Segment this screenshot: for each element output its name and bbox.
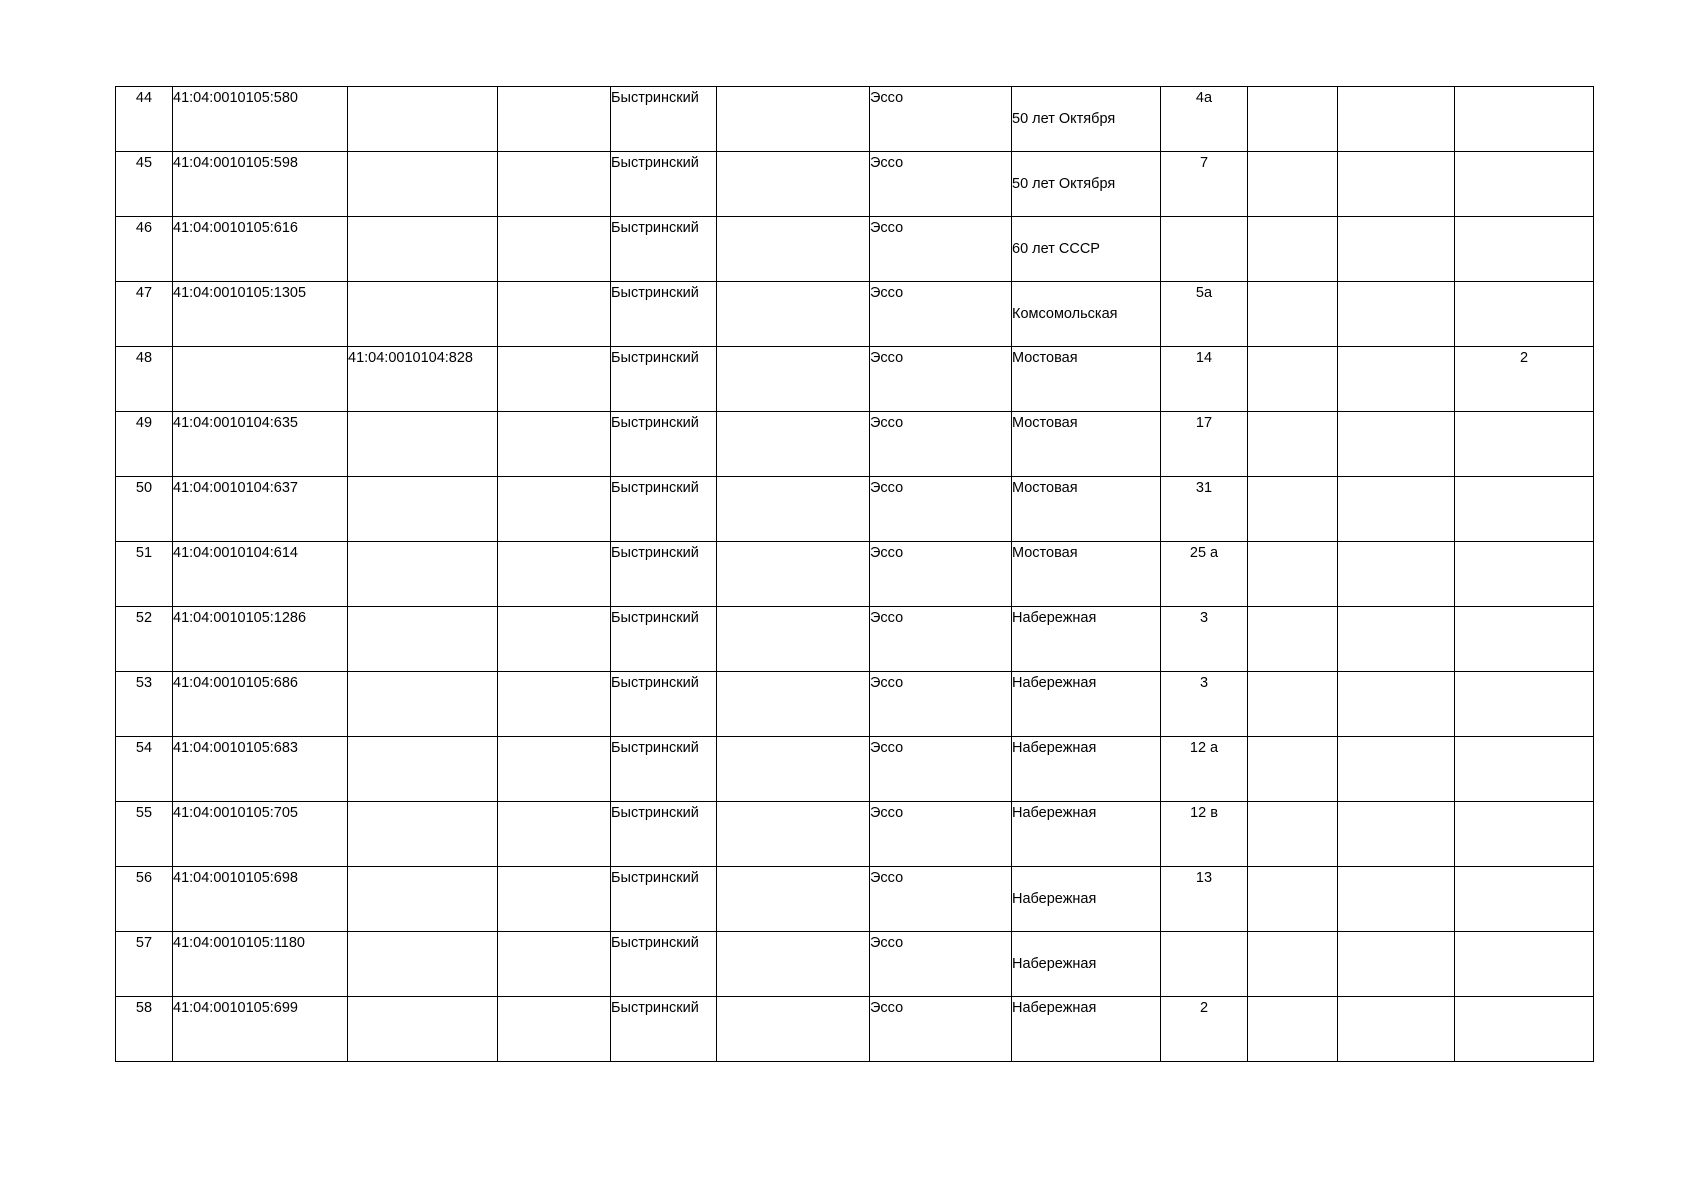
district-text: Быстринский — [611, 480, 699, 496]
cadastral-number-alt-cell — [348, 672, 498, 737]
empty-cell — [717, 737, 870, 802]
cadastral-number-cell — [173, 477, 348, 542]
empty-cell — [498, 607, 611, 672]
street-cell — [1012, 672, 1161, 737]
empty-cell — [498, 152, 611, 217]
street-cell — [1012, 412, 1161, 477]
table-row — [116, 867, 1594, 932]
house-number-text: 4а — [1195, 90, 1213, 106]
street-cell — [1012, 152, 1161, 217]
district-cell — [611, 477, 717, 542]
row-number-text: 47 — [135, 285, 153, 301]
table-row — [116, 282, 1594, 347]
street-text: Комсомольская — [1012, 306, 1118, 322]
empty-cell — [1248, 672, 1338, 737]
empty-cell — [717, 282, 870, 347]
district-text: Быстринский — [611, 805, 699, 821]
table-row — [116, 217, 1594, 282]
empty-cell — [717, 932, 870, 997]
row-number-text: 53 — [135, 675, 153, 691]
house-number-text: 3 — [1199, 675, 1209, 691]
district-cell — [611, 802, 717, 867]
empty-cell — [1248, 932, 1338, 997]
settlement-text: Эссо — [870, 350, 904, 366]
row-number-cell — [116, 672, 173, 737]
cadastral-number-text: 41:04:0010105:686 — [173, 675, 298, 691]
settlement-cell — [870, 867, 1012, 932]
cadastral-number-text: 41:04:0010105:1286 — [173, 610, 307, 626]
row-number-text: 46 — [135, 220, 153, 236]
cadastral-number-alt-cell — [348, 87, 498, 152]
empty-cell — [717, 802, 870, 867]
row-number-text: 52 — [135, 610, 153, 626]
cadastral-number-alt-cell — [348, 152, 498, 217]
cadastral-number-cell — [173, 997, 348, 1062]
district-text: Быстринский — [611, 90, 699, 106]
row-number-cell — [116, 412, 173, 477]
settlement-text: Эссо — [870, 610, 904, 626]
cadastral-number-text: 41:04:0010105:683 — [173, 740, 298, 756]
empty-cell — [498, 477, 611, 542]
settlement-cell — [870, 737, 1012, 802]
settlement-cell — [870, 347, 1012, 412]
settlement-text: Эссо — [870, 675, 904, 691]
row-number-cell — [116, 152, 173, 217]
district-cell — [611, 412, 717, 477]
empty-cell — [717, 607, 870, 672]
empty-cell — [717, 542, 870, 607]
row-number-text: 45 — [135, 155, 153, 171]
street-text: Набережная — [1012, 805, 1097, 821]
empty-cell — [1248, 477, 1338, 542]
row-number-text: 48 — [135, 350, 153, 366]
street-cell — [1012, 802, 1161, 867]
cadastral-number-text: 41:04:0010105:580 — [173, 90, 298, 106]
district-text: Быстринский — [611, 350, 699, 366]
district-text: Быстринский — [611, 740, 699, 756]
street-text: Набережная — [1012, 891, 1097, 907]
empty-cell — [717, 87, 870, 152]
settlement-cell — [870, 672, 1012, 737]
cadastral-number-alt-cell — [348, 477, 498, 542]
street-text: Мостовая — [1012, 415, 1078, 431]
cadastral-number-alt-cell — [348, 802, 498, 867]
cadastral-number-cell — [173, 217, 348, 282]
district-text: Быстринский — [611, 285, 699, 301]
street-cell — [1012, 282, 1161, 347]
house-number-text: 5а — [1195, 285, 1213, 301]
settlement-cell — [870, 152, 1012, 217]
empty-cell — [1248, 217, 1338, 282]
cadastral-number-alt-text: 41:04:0010104:828 — [348, 350, 473, 366]
house-number-text: 12 в — [1190, 805, 1218, 821]
street-cell — [1012, 932, 1161, 997]
table-row — [116, 737, 1594, 802]
settlement-text: Эссо — [870, 480, 904, 496]
house-number-cell — [1161, 542, 1248, 607]
cadastral-number-cell — [173, 282, 348, 347]
table-row — [116, 347, 1594, 412]
cadastral-number-text: 41:04:0010105:598 — [173, 155, 298, 171]
cadastral-number-alt-cell — [348, 347, 498, 412]
street-text: Набережная — [1012, 1000, 1097, 1016]
empty-cell — [717, 672, 870, 737]
district-text: Быстринский — [611, 935, 699, 951]
empty-cell — [717, 867, 870, 932]
address-register-table — [115, 86, 1594, 1062]
street-text: 60 лет СССР — [1012, 241, 1100, 257]
district-cell — [611, 672, 717, 737]
empty-cell — [1248, 802, 1338, 867]
empty-cell — [717, 997, 870, 1062]
extra-value-cell — [1455, 87, 1594, 152]
district-text: Быстринский — [611, 155, 699, 171]
district-cell — [611, 347, 717, 412]
settlement-text: Эссо — [870, 220, 904, 236]
empty-cell — [1338, 412, 1455, 477]
house-number-cell — [1161, 152, 1248, 217]
cadastral-number-cell — [173, 347, 348, 412]
empty-cell — [1248, 737, 1338, 802]
street-cell — [1012, 477, 1161, 542]
row-number-cell — [116, 932, 173, 997]
district-cell — [611, 282, 717, 347]
empty-cell — [1248, 152, 1338, 217]
cadastral-number-alt-cell — [348, 737, 498, 802]
empty-cell — [1338, 542, 1455, 607]
house-number-cell — [1161, 607, 1248, 672]
empty-cell — [498, 932, 611, 997]
cadastral-number-cell — [173, 802, 348, 867]
house-number-text: 3 — [1199, 610, 1209, 626]
district-text: Быстринский — [611, 415, 699, 431]
cadastral-number-cell — [173, 607, 348, 672]
cadastral-number-alt-cell — [348, 542, 498, 607]
extra-value-cell — [1455, 997, 1594, 1062]
district-text: Быстринский — [611, 675, 699, 691]
extra-value-cell — [1455, 672, 1594, 737]
street-text: Набережная — [1012, 740, 1097, 756]
district-cell — [611, 152, 717, 217]
extra-value-cell — [1455, 542, 1594, 607]
empty-cell — [1248, 412, 1338, 477]
empty-cell — [498, 347, 611, 412]
district-text: Быстринский — [611, 220, 699, 236]
table-row — [116, 87, 1594, 152]
empty-cell — [1338, 607, 1455, 672]
settlement-cell — [870, 217, 1012, 282]
cadastral-number-alt-cell — [348, 867, 498, 932]
row-number-cell — [116, 737, 173, 802]
settlement-text: Эссо — [870, 870, 904, 886]
cadastral-number-text: 41:04:0010105:699 — [173, 1000, 298, 1016]
settlement-cell — [870, 997, 1012, 1062]
cadastral-number-text: 41:04:0010105:698 — [173, 870, 298, 886]
extra-value-cell — [1455, 217, 1594, 282]
extra-value-cell — [1455, 152, 1594, 217]
row-number-cell — [116, 802, 173, 867]
cadastral-number-cell — [173, 672, 348, 737]
empty-cell — [498, 412, 611, 477]
empty-cell — [1248, 542, 1338, 607]
district-text: Быстринский — [611, 870, 699, 886]
empty-cell — [498, 867, 611, 932]
empty-cell — [1248, 282, 1338, 347]
empty-cell — [1338, 802, 1455, 867]
extra-value-cell — [1455, 802, 1594, 867]
settlement-text: Эссо — [870, 90, 904, 106]
extra-value-cell — [1455, 477, 1594, 542]
empty-cell — [1338, 217, 1455, 282]
cadastral-number-text: 41:04:0010105:616 — [173, 220, 298, 236]
empty-cell — [1338, 997, 1455, 1062]
house-number-cell — [1161, 412, 1248, 477]
empty-cell — [717, 347, 870, 412]
empty-cell — [1338, 932, 1455, 997]
row-number-text: 58 — [135, 1000, 153, 1016]
empty-cell — [1338, 152, 1455, 217]
row-number-cell — [116, 542, 173, 607]
empty-cell — [498, 282, 611, 347]
settlement-cell — [870, 412, 1012, 477]
street-cell — [1012, 737, 1161, 802]
extra-value-cell — [1455, 282, 1594, 347]
empty-cell — [1248, 867, 1338, 932]
extra-value-cell — [1455, 737, 1594, 802]
house-number-cell — [1161, 737, 1248, 802]
district-text: Быстринский — [611, 1000, 699, 1016]
street-cell — [1012, 87, 1161, 152]
district-text: Быстринский — [611, 610, 699, 626]
empty-cell — [498, 87, 611, 152]
row-number-text: 49 — [135, 415, 153, 431]
cadastral-number-cell — [173, 152, 348, 217]
house-number-cell — [1161, 282, 1248, 347]
house-number-text: 14 — [1195, 350, 1213, 366]
cadastral-number-text: 41:04:0010105:705 — [173, 805, 298, 821]
empty-cell — [498, 217, 611, 282]
street-cell — [1012, 542, 1161, 607]
street-cell — [1012, 867, 1161, 932]
house-number-cell — [1161, 347, 1248, 412]
house-number-text: 31 — [1195, 480, 1213, 496]
settlement-cell — [870, 932, 1012, 997]
cadastral-number-alt-cell — [348, 607, 498, 672]
cadastral-number-cell — [173, 542, 348, 607]
empty-cell — [1248, 997, 1338, 1062]
street-text: Мостовая — [1012, 545, 1078, 561]
settlement-cell — [870, 542, 1012, 607]
row-number-text: 54 — [135, 740, 153, 756]
street-cell — [1012, 347, 1161, 412]
empty-cell — [1338, 87, 1455, 152]
house-number-text: 2 — [1199, 1000, 1209, 1016]
house-number-cell — [1161, 802, 1248, 867]
district-text: Быстринский — [611, 545, 699, 561]
empty-cell — [1338, 737, 1455, 802]
settlement-text: Эссо — [870, 285, 904, 301]
table-row — [116, 802, 1594, 867]
table-row — [116, 477, 1594, 542]
district-cell — [611, 607, 717, 672]
row-number-cell — [116, 867, 173, 932]
district-cell — [611, 997, 717, 1062]
district-cell — [611, 542, 717, 607]
house-number-cell — [1161, 87, 1248, 152]
empty-cell — [717, 412, 870, 477]
empty-cell — [1338, 347, 1455, 412]
table-row — [116, 932, 1594, 997]
row-number-cell — [116, 87, 173, 152]
house-number-text: 12 а — [1189, 740, 1219, 756]
cadastral-number-alt-cell — [348, 217, 498, 282]
extra-value-cell — [1455, 867, 1594, 932]
empty-cell — [717, 217, 870, 282]
street-text: Набережная — [1012, 956, 1097, 972]
row-number-text: 44 — [135, 90, 153, 106]
settlement-cell — [870, 477, 1012, 542]
row-number-cell — [116, 217, 173, 282]
row-number-text: 57 — [135, 935, 153, 951]
empty-cell — [717, 152, 870, 217]
empty-cell — [1248, 607, 1338, 672]
empty-cell — [717, 477, 870, 542]
cadastral-number-alt-cell — [348, 412, 498, 477]
settlement-text: Эссо — [870, 545, 904, 561]
street-cell — [1012, 997, 1161, 1062]
table-row — [116, 997, 1594, 1062]
street-cell — [1012, 607, 1161, 672]
row-number-cell — [116, 282, 173, 347]
cadastral-number-text: 41:04:0010104:635 — [173, 415, 298, 431]
row-number-cell — [116, 477, 173, 542]
house-number-cell — [1161, 867, 1248, 932]
extra-value-cell — [1455, 932, 1594, 997]
settlement-text: Эссо — [870, 155, 904, 171]
extra-value-cell — [1455, 607, 1594, 672]
street-text: 50 лет Октября — [1012, 176, 1116, 192]
cadastral-number-text: 41:04:0010105:1305 — [173, 285, 307, 301]
house-number-text: 25 а — [1189, 545, 1219, 561]
empty-cell — [498, 737, 611, 802]
cadastral-number-cell — [173, 867, 348, 932]
cadastral-number-cell — [173, 932, 348, 997]
row-number-cell — [116, 997, 173, 1062]
settlement-text: Эссо — [870, 415, 904, 431]
empty-cell — [498, 802, 611, 867]
table-row — [116, 607, 1594, 672]
empty-cell — [1338, 477, 1455, 542]
extra-value-cell — [1455, 347, 1594, 412]
house-number-cell — [1161, 997, 1248, 1062]
row-number-text: 56 — [135, 870, 153, 886]
settlement-text: Эссо — [870, 935, 904, 951]
table-row — [116, 672, 1594, 737]
street-text: Набережная — [1012, 610, 1097, 626]
cadastral-number-text: 41:04:0010104:614 — [173, 545, 298, 561]
extra-value-cell — [1455, 412, 1594, 477]
table-body — [116, 87, 1594, 1062]
street-text: Мостовая — [1012, 480, 1078, 496]
district-cell — [611, 217, 717, 282]
extra-value-text: 2 — [1519, 350, 1529, 366]
district-cell — [611, 867, 717, 932]
empty-cell — [1248, 347, 1338, 412]
table-row — [116, 542, 1594, 607]
street-cell — [1012, 217, 1161, 282]
street-text: Мостовая — [1012, 350, 1078, 366]
empty-cell — [498, 997, 611, 1062]
cadastral-number-cell — [173, 87, 348, 152]
cadastral-number-text: 41:04:0010105:1180 — [173, 935, 305, 951]
row-number-cell — [116, 347, 173, 412]
street-text: 50 лет Октября — [1012, 111, 1116, 127]
house-number-cell — [1161, 932, 1248, 997]
cadastral-number-text: 41:04:0010104:637 — [173, 480, 298, 496]
cadastral-number-cell — [173, 737, 348, 802]
settlement-cell — [870, 802, 1012, 867]
house-number-cell — [1161, 672, 1248, 737]
house-number-text: 7 — [1199, 155, 1209, 171]
cadastral-number-alt-cell — [348, 282, 498, 347]
row-number-text: 55 — [135, 805, 153, 821]
empty-cell — [1248, 87, 1338, 152]
empty-cell — [1338, 672, 1455, 737]
settlement-text: Эссо — [870, 1000, 904, 1016]
settlement-text: Эссо — [870, 805, 904, 821]
empty-cell — [498, 672, 611, 737]
settlement-text: Эссо — [870, 740, 904, 756]
settlement-cell — [870, 87, 1012, 152]
house-number-cell — [1161, 217, 1248, 282]
settlement-cell — [870, 607, 1012, 672]
row-number-text: 51 — [135, 545, 153, 561]
settlement-cell — [870, 282, 1012, 347]
table-row — [116, 412, 1594, 477]
cadastral-number-alt-cell — [348, 932, 498, 997]
table-row — [116, 152, 1594, 217]
house-number-cell — [1161, 477, 1248, 542]
street-text: Набережная — [1012, 675, 1097, 691]
house-number-text: 17 — [1195, 415, 1213, 431]
row-number-text: 50 — [135, 480, 153, 496]
empty-cell — [1338, 282, 1455, 347]
district-cell — [611, 87, 717, 152]
cadastral-number-alt-cell — [348, 997, 498, 1062]
house-number-text: 13 — [1195, 870, 1213, 886]
empty-cell — [498, 542, 611, 607]
district-cell — [611, 932, 717, 997]
district-cell — [611, 737, 717, 802]
row-number-cell — [116, 607, 173, 672]
empty-cell — [1338, 867, 1455, 932]
cadastral-number-cell — [173, 412, 348, 477]
